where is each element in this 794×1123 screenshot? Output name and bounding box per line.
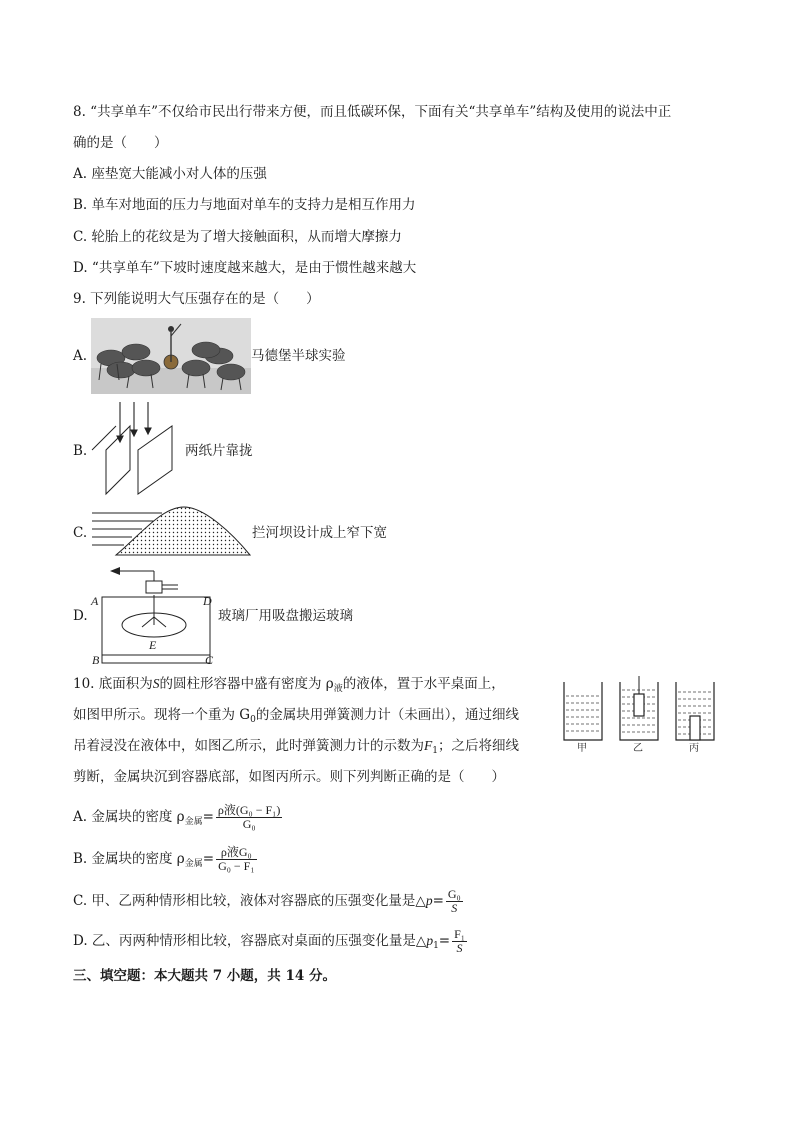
q8-option-b: B. 单车对地面的压力与地面对单车的支持力是相互作用力	[73, 197, 416, 213]
numerator: ρ液G₀	[216, 846, 256, 860]
q8-stem-line1: 8. “共享单车”不仅给市民出行带来方便，而且低碳环保，下面有关“共享单车”结构及使用的说法中正	[73, 104, 672, 120]
q10-stem-line2	[73, 705, 519, 730]
equals: =	[202, 851, 215, 867]
option-text: C. 甲、乙两种情形相比较，液体对容器底的压强变化量是△	[73, 893, 426, 909]
q9-option-d-letter: D.	[73, 608, 88, 624]
q10-option-d	[73, 928, 469, 956]
equals: =	[432, 893, 444, 909]
fraction	[446, 888, 463, 915]
option-text: A. 金属块的密度 ρ	[73, 809, 185, 825]
sub-one: 1	[432, 746, 438, 756]
q9-option-b-letter: B.	[73, 443, 88, 459]
option-text: D. 乙、丙两种情形相比较，容器底对桌面的压强变化量是△	[73, 933, 427, 949]
fig-label-bing: 丙	[689, 743, 699, 754]
q10-text: 的金属块用弹簧测力计（未画出），通过细线	[255, 707, 520, 723]
q9-stem: 9. 下列能说明大气压强存在的是（ ）	[73, 291, 320, 307]
numerator: G₀	[447, 887, 461, 901]
var-f: F	[424, 738, 433, 753]
numerator: ρ液(G₀ − F₁)	[217, 803, 281, 817]
q8-option-a: A. 座垫宽大能减小对人体的压强	[73, 166, 267, 182]
sub-metal: 金属	[184, 859, 203, 869]
q10-text: 吊着浸没在液体中，如图乙所示，此时弹簧测力计的示数为	[73, 738, 424, 754]
sub-one: 1	[433, 941, 439, 951]
q9-option-c-caption: 拦河坝设计成上窄下宽	[252, 525, 387, 541]
river-dam-figure	[92, 503, 252, 557]
fig-label-yi: 乙	[633, 743, 643, 754]
fig-label-e: E	[149, 638, 157, 652]
fig-label-jia: 甲	[577, 743, 587, 754]
q8-option-c: C. 轮胎上的花纹是为了增大接触面积，从而增大摩擦力	[73, 229, 402, 245]
equals: =	[438, 933, 451, 949]
fraction	[216, 804, 282, 831]
fig-label-d: D	[203, 594, 212, 608]
var-p: p	[426, 933, 434, 948]
var-s: S	[152, 676, 160, 691]
denominator: S	[456, 941, 463, 955]
numerator: F₁	[454, 927, 465, 941]
containers-figure	[560, 676, 728, 752]
suction-cup-figure	[92, 563, 217, 669]
q10-option-b	[73, 846, 259, 874]
q9-option-a-letter: A.	[73, 348, 88, 364]
q10-stem-line3	[73, 736, 519, 761]
q10-option-c	[73, 888, 465, 915]
q10-text: 10. 底面积为	[73, 676, 153, 692]
paper-sheets-figure	[92, 400, 182, 496]
fraction	[452, 928, 467, 955]
q10-option-a	[73, 804, 284, 832]
q10-text: 如图甲所示。现将一个重为 G	[73, 707, 251, 723]
fig-label-c: C	[205, 653, 214, 667]
fig-label-a: A	[91, 594, 99, 608]
q9-option-c-letter: C.	[73, 525, 88, 541]
var-p: p	[425, 893, 433, 908]
q10-text: 的圆柱形容器中盛有密度为 ρ	[159, 676, 334, 692]
magdeburg-hemispheres-figure	[91, 318, 251, 394]
q8-stem-line2: 确的是（ ）	[73, 135, 168, 151]
denominator: G₀	[242, 817, 256, 831]
q10-text: ；之后将细线	[437, 738, 519, 754]
fraction	[216, 846, 256, 873]
q8-option-d: D. “共享单车”下坡时速度越来越大，是由于惯性越来越大	[73, 260, 417, 276]
denominator: G₀ − F₁	[218, 859, 255, 873]
denominator: S	[451, 901, 458, 915]
q10-stem-line1	[73, 674, 505, 699]
fig-label-b: B	[92, 653, 100, 667]
q9-option-a-caption: 马德堡半球实验	[251, 348, 346, 364]
sub-zero: 0	[250, 715, 256, 725]
section-three-heading: 三、填空题：本大题共 7 小题，共 14 分。	[73, 968, 336, 984]
q10-text: 的液体，置于水平桌面上，	[342, 676, 505, 692]
sub-liquid: 液	[333, 684, 343, 694]
q10-stem-line4: 剪断，金属块沉到容器底部，如图丙所示。则下列判断正确的是（ ）	[73, 769, 505, 785]
equals: =	[202, 809, 214, 825]
q9-option-b-caption: 两纸片靠拢	[185, 443, 253, 459]
sub-metal: 金属	[184, 817, 203, 827]
q9-option-d-caption: 玻璃厂用吸盘搬运玻璃	[218, 608, 353, 624]
option-text: B. 金属块的密度 ρ	[73, 851, 185, 867]
